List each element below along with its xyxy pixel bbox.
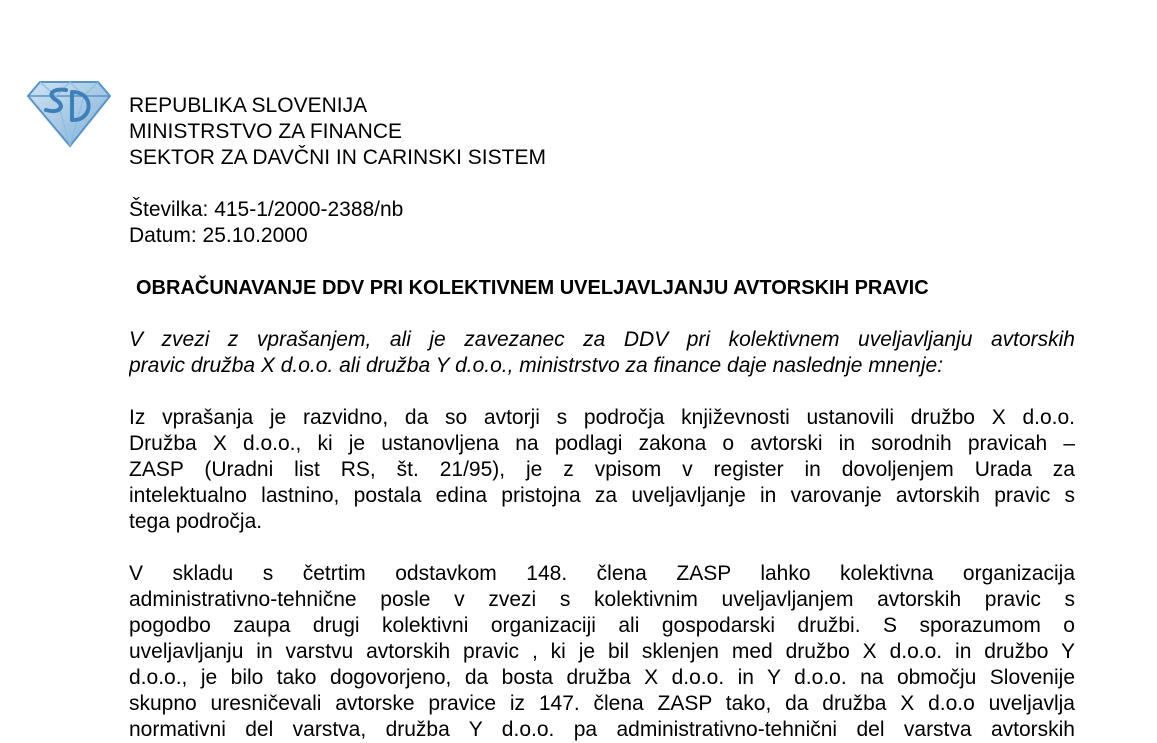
ministry-logo-icon [26, 76, 112, 148]
paragraph-line: uveljavljanju in varstvu avtorskih pravic , ki je bil sklenjen med družbo X d.o.o. in družbo Y [129, 640, 1075, 663]
intro-paragraph [129, 327, 1075, 379]
paragraph-1 [129, 405, 1075, 535]
paragraph-line: administrativno-tehnične posle v zvezi s kolektivnim uveljavljanjem avtorskih pravic s [129, 588, 1075, 611]
paragraph-line: skupno uresničevali avtorske pravice iz 147. člena ZASP tako, da družba X d.o.o uveljavlja [129, 692, 1075, 715]
header-line-sector: SEKTOR ZA DAVČNI IN CARINSKI SISTEM [129, 146, 546, 169]
paragraph-line: V zvezi z vprašanjem, ali je zavezanec za DDV pri kolektivnem uveljavljanju avtorskih [129, 328, 1075, 351]
document-number: Številka: 415-1/2000-2388/nb [129, 198, 404, 221]
paragraph-line: pogodbo zaupa drugi kolektivni organizaciji ali gospodarski družbi. S sporazumom o [129, 614, 1075, 637]
header-line-republic: REPUBLIKA SLOVENIJA [129, 94, 368, 117]
document-meta [129, 197, 1075, 249]
institution-header [129, 93, 1075, 171]
document-body [129, 93, 1075, 743]
paragraph-2 [129, 561, 1075, 743]
paragraph-line: Iz vprašanja je razvidno, da so avtorji s področja književnosti ustanovili družbo X d.o.o. [129, 406, 1075, 429]
paragraph-line: intelektualno lastnino, postala edina pristojna za uveljavljanje in varovanje avtorskih pravic s [129, 484, 1075, 507]
document-date: Datum: 25.10.2000 [129, 224, 308, 247]
paragraph-line: d.o.o., je bilo tako dogovorjeno, da bosta družba X d.o.o. in Y d.o.o. na območju Slovenije [129, 666, 1075, 689]
paragraph-line: pravic družba X d.o.o. ali družba Y d.o.o., ministrstvo za finance daje naslednje mnenje: [129, 354, 944, 377]
paragraph-line: V skladu s četrtim odstavkom 148. člena ZASP lahko kolektivna organizacija [129, 562, 1075, 585]
paragraph-line: normativni del varstva, družba Y d.o.o. pa administrativno-tehnični del varstva avtorskih [129, 718, 1075, 741]
paragraph-line: ZASP (Uradni list RS, št. 21/95), je z vpisom v register in dovoljenjem Urada za [129, 458, 1075, 481]
document-title: OBRAČUNAVANJE DDV PRI KOLEKTIVNEM UVELJAVLJANJU AVTORSKIH PRAVIC [136, 277, 929, 299]
header-line-ministry: MINISTRSTVO ZA FINANCE [129, 120, 403, 143]
paragraph-line: Družba X d.o.o., ki je ustanovljena na podlagi zakona o avtorski in sorodnih pravicah – [129, 432, 1075, 455]
paragraph-line: tega področja. [129, 510, 263, 533]
